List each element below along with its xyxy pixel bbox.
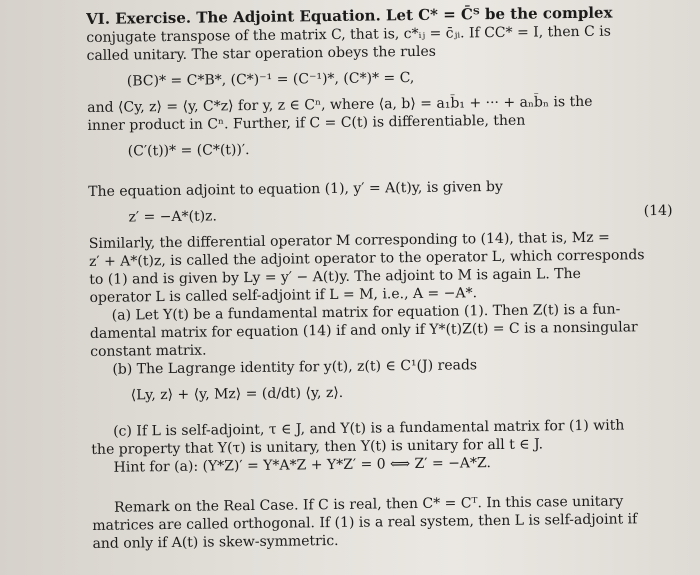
text-line: the property that Y(τ) is unitary, then Y(t) is unitary for all t ∈ J. (91, 436, 544, 458)
remark-line: Remark on the Real Case. If C is real, then C* = Cᵀ. In this case unitary (113, 493, 624, 516)
star-rules-formula: (BC)* = C*B*, (C*)⁻¹ = (C⁻¹)*, (C*)* = C, (126, 69, 415, 90)
text-line: inner product in Cⁿ. Further, if C = C(t) is differentiable, then (87, 112, 526, 134)
equation-14-number: (14) (643, 202, 673, 220)
text-line: operator L is called self-adjoint if L = M, i.e., A = −A*. (89, 285, 478, 306)
part-a-line: (a) Let Y(t) be a fundamental matrix for equation (1). Then Z(t) is a fun- (111, 301, 621, 324)
text-line: called unitary. The star operation obeys the rules (86, 43, 436, 64)
text-line: and only if A(t) is skew-symmetric. (92, 532, 339, 552)
exercise-text-block (86, 3, 685, 553)
part-b-line: (b) The Lagrange identity for y(t), z(t) ∈ C¹(J) reads (112, 357, 478, 378)
text-line: conjugate transpose of the matrix C, that is, c*ᵢⱼ = c̄ⱼᵢ. If CC* = I, then C is (86, 23, 611, 46)
text-line: and ⟨Cy, z⟩ = ⟨y, C*z⟩ for y, z ∈ Cⁿ, where ⟨a, b⟩ = a₁b̄₁ + ··· + aₙb̄ₙ is the (87, 93, 593, 116)
text-line: Similarly, the differential operator M corresponding to (14), that is, Mz = (88, 229, 610, 252)
text-line: constant matrix. (90, 342, 207, 360)
derivative-star-formula: (C′(t))* = (C*(t))′. (127, 142, 250, 160)
text-line: The equation adjoint to equation (1), y′ = A(t)y, is given by (88, 178, 503, 200)
text-line: damental matrix for equation (14) if and only if Y*(t)Z(t) = C is a nonsingular (89, 319, 638, 342)
exercise-heading-line: VI. Exercise. The Adjoint Equation. Let C* = C̄ᵀ be the complex (86, 3, 613, 28)
text-line: matrices are called orthogonal. If (1) is a real system, then L is self-adjoint if (92, 511, 638, 534)
hint-line: Hint for (a): (Y*Z)′ = Y*A*Z + Y*Z′ = 0 ⟺ Z′ = −A*Z. (113, 455, 492, 476)
equation-14 (128, 202, 680, 227)
text-line: to (1) and is given by Ly = y′ − A(t)y. The adjoint to M is again L. The (89, 265, 581, 288)
part-c-line: (c) If L is self-adjoint, τ ∈ J, and Y(t) is a fundamental matrix for (1) with (113, 417, 625, 440)
lagrange-identity-formula: ⟨Ly, z⟩ + ⟨y, Mz⟩ = (d/dt) ⟨y, z⟩. (130, 384, 344, 404)
text-line: z′ + A*(t)z, is called the adjoint operator to the operator L, which corresponds (88, 247, 645, 270)
equation-14-expression: z′ = −A*(t)z. (128, 208, 218, 226)
